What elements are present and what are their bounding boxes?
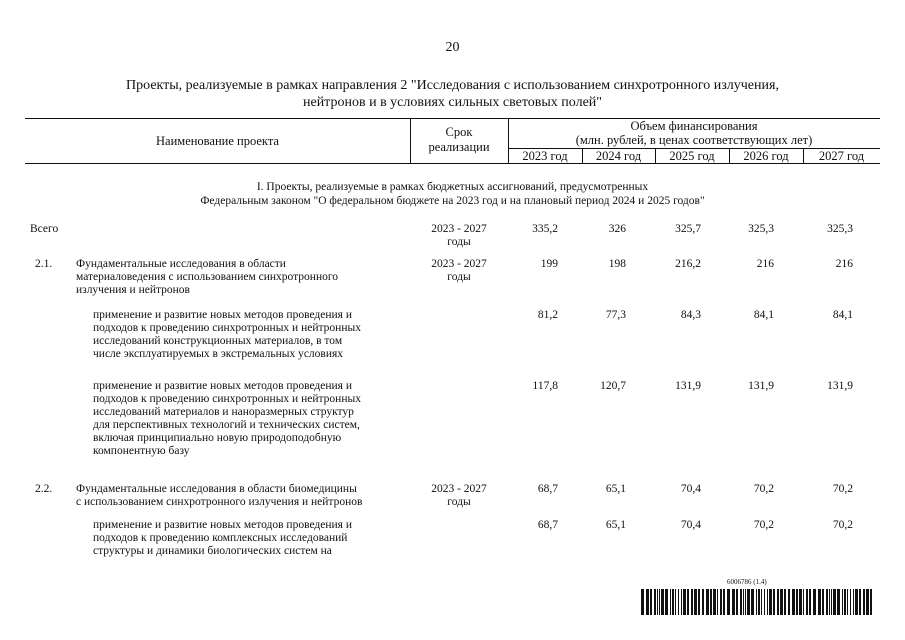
row-number: 2.2. [35, 483, 53, 495]
project-name-line: включая принципиально новую природоподобную [93, 432, 342, 444]
funding-value: 131,9 [675, 380, 701, 392]
barcode-image [641, 589, 876, 615]
barcode-bar [702, 589, 704, 615]
header-year-2026: 2026 год [743, 149, 789, 163]
project-name-line: числе эксплуатируемых в экстремальных условиях [93, 348, 344, 360]
header-year-2027: 2027 год [818, 149, 865, 163]
term-line: 2023 - 2027 [431, 258, 487, 270]
barcode-bar [710, 589, 712, 615]
barcode-bar [672, 589, 674, 615]
funding-value: 77,3 [605, 309, 626, 321]
barcode-bar [870, 589, 872, 615]
barcode-bar [784, 589, 786, 615]
project-name-line: излучения и нейтронов [76, 284, 190, 296]
funding-value: 70,2 [753, 519, 774, 531]
funding-value: 81,2 [537, 309, 558, 321]
funding-value: 216 [756, 258, 774, 270]
barcode-bar [720, 589, 722, 615]
project-name-line: Всего [30, 223, 59, 235]
funding-value: 68,7 [537, 519, 558, 531]
barcode-bar [732, 589, 735, 615]
funding-value: 68,7 [537, 483, 558, 495]
barcode-bar [659, 589, 660, 615]
barcode-bar [833, 589, 836, 615]
funding-value: 120,7 [600, 380, 626, 392]
funding-value: 325,3 [748, 223, 774, 235]
project-name-line: исследований конструкционных материалов, в том [93, 335, 343, 347]
funding-value: 70,2 [832, 519, 853, 531]
funding-value: 70,2 [753, 483, 774, 495]
project-name-line: с использованием синхротронного излучения и нейтронов [76, 496, 363, 508]
barcode-bar [678, 589, 679, 615]
barcode-bar [675, 589, 676, 615]
funding-value: 131,9 [748, 380, 774, 392]
funding-value: 70,4 [680, 519, 701, 531]
barcode-bar [844, 589, 846, 615]
header-year-2025: 2025 год [669, 149, 715, 163]
header-funding-line-1: Объем финансирования [630, 119, 758, 133]
barcode-bar [727, 589, 730, 615]
barcode-bar [717, 589, 718, 615]
barcode-bar [756, 589, 757, 615]
barcode-bar [818, 589, 821, 615]
barcode-bar [866, 589, 869, 615]
term-line: 2023 - 2027 [431, 223, 487, 235]
header-term-line-2: реализации [428, 140, 490, 154]
barcode-bar [654, 589, 656, 615]
barcode-bar [853, 589, 854, 615]
barcode-bar [847, 589, 848, 615]
barcode-bar [773, 589, 775, 615]
funding-value: 84,3 [680, 309, 701, 321]
barcode-bar [706, 589, 709, 615]
barcode-bar [796, 589, 798, 615]
barcode-bar [837, 589, 840, 615]
project-name-line: структуры и динамики биологических систем на [93, 545, 332, 557]
barcode-bar [665, 589, 668, 615]
barcode-bar [850, 589, 851, 615]
funding-value: 216 [835, 258, 853, 270]
barcode-bar [736, 589, 738, 615]
funding-value: 131,9 [827, 380, 853, 392]
barcode-bar [831, 589, 832, 615]
funding-value: 70,2 [832, 483, 853, 495]
barcode-bar [767, 589, 768, 615]
page-title-line-2: нейтронов и в условиях сильных световых полей" [302, 95, 603, 110]
barcode-bar [769, 589, 772, 615]
table-header-bottom-rule [25, 163, 880, 164]
term-line: годы [447, 496, 471, 508]
funding-value: 326 [608, 223, 626, 235]
page-title-line-1: Проекты, реализуемые в рамках направления 2 "Исследования с использованием синхротронного излучения, [126, 78, 779, 93]
section-heading-line-2: Федеральным законом "О федеральном бюджете на 2023 год и на плановый период 2024 и 2025 годов" [200, 195, 705, 207]
barcode-bar [826, 589, 828, 615]
section-heading-line-1: I. Проекты, реализуемые в рамках бюджетных ассигнований, предусмотренных [256, 181, 649, 193]
barcode-bar [670, 589, 671, 615]
barcode-bar [740, 589, 742, 615]
funding-value: 117,8 [532, 380, 558, 392]
barcode-bar [842, 589, 843, 615]
barcode-bar [743, 589, 744, 615]
barcode-bar [747, 589, 750, 615]
project-name-line: применение и развитие новых методов проведения и [93, 519, 352, 531]
barcode-bar [809, 589, 811, 615]
header-year-2023: 2023 год [522, 149, 568, 163]
barcode-bar [698, 589, 700, 615]
barcode-bar [829, 589, 830, 615]
barcode-label: 6006786 (1.4) [727, 578, 767, 586]
funding-value: 325,7 [675, 223, 701, 235]
funding-value: 65,1 [605, 483, 626, 495]
project-name-line: подходов к проведению комплексных исследований [93, 532, 348, 544]
term-line: 2023 - 2027 [431, 483, 487, 495]
project-name-line: для перспективных технологий и технических систем, [93, 419, 360, 431]
barcode-bar [806, 589, 808, 615]
barcode-bar [650, 589, 652, 615]
barcode-bar [694, 589, 697, 615]
barcode-bar [764, 589, 765, 615]
barcode-bar [646, 589, 649, 615]
barcode-bar [687, 589, 689, 615]
barcode-bar [723, 589, 725, 615]
funding-value: 199 [540, 258, 558, 270]
barcode-bar [745, 589, 746, 615]
barcode-bar [855, 589, 858, 615]
term-line: годы [447, 236, 471, 248]
barcode-bar [792, 589, 795, 615]
barcode-bar [657, 589, 658, 615]
funding-value: 325,3 [827, 223, 853, 235]
funding-value: 216,2 [675, 258, 701, 270]
funding-value: 84,1 [832, 309, 853, 321]
project-name-line: исследований материалов и наноразмерных структур [93, 406, 354, 418]
barcode-bar [780, 589, 783, 615]
barcode-bar [813, 589, 816, 615]
barcode-bar [683, 589, 686, 615]
barcode-bar [758, 589, 760, 615]
page-number: 20 [445, 40, 460, 55]
funding-value: 198 [608, 258, 626, 270]
barcode-bar [777, 589, 779, 615]
barcode-bar [822, 589, 824, 615]
barcode-bar [661, 589, 664, 615]
header-project-name: Наименование проекта [156, 134, 279, 148]
barcode-bar [803, 589, 804, 615]
project-name-line: Фундаментальные исследования в области [76, 258, 286, 270]
header-funding-line-2: (млн. рублей, в ценах соответствующих лет) [575, 133, 813, 147]
row-number: 2.1. [35, 258, 53, 270]
funding-value: 65,1 [605, 519, 626, 531]
barcode-bar [788, 589, 790, 615]
project-name-line: применение и развитие новых методов проведения и [93, 380, 352, 392]
project-name-line: компонентную базу [93, 445, 190, 457]
barcode-bar [761, 589, 762, 615]
project-name-line: подходов к проведению синхротронных и нейтронных [93, 322, 361, 334]
barcode-bar [691, 589, 693, 615]
project-name-line: подходов к проведению синхротронных и нейтронных [93, 393, 361, 405]
project-name-line: материаловедения с использованием синхротронного [76, 271, 339, 283]
barcode-bar [799, 589, 802, 615]
header-term-line-1: Срок [445, 125, 473, 139]
barcode-bar [751, 589, 754, 615]
project-name-line: применение и развитие новых методов проведения и [93, 309, 352, 321]
barcode-bar [863, 589, 865, 615]
barcode-bar [859, 589, 861, 615]
barcode-bar [641, 589, 644, 615]
funding-value: 335,2 [532, 223, 558, 235]
project-name-line: Фундаментальные исследования в области биомедицины [76, 483, 357, 495]
barcode-bar [681, 589, 682, 615]
term-line: годы [447, 271, 471, 283]
funding-value: 84,1 [753, 309, 774, 321]
barcode-bar [713, 589, 716, 615]
funding-value: 70,4 [680, 483, 701, 495]
header-year-2024: 2024 год [595, 149, 642, 163]
